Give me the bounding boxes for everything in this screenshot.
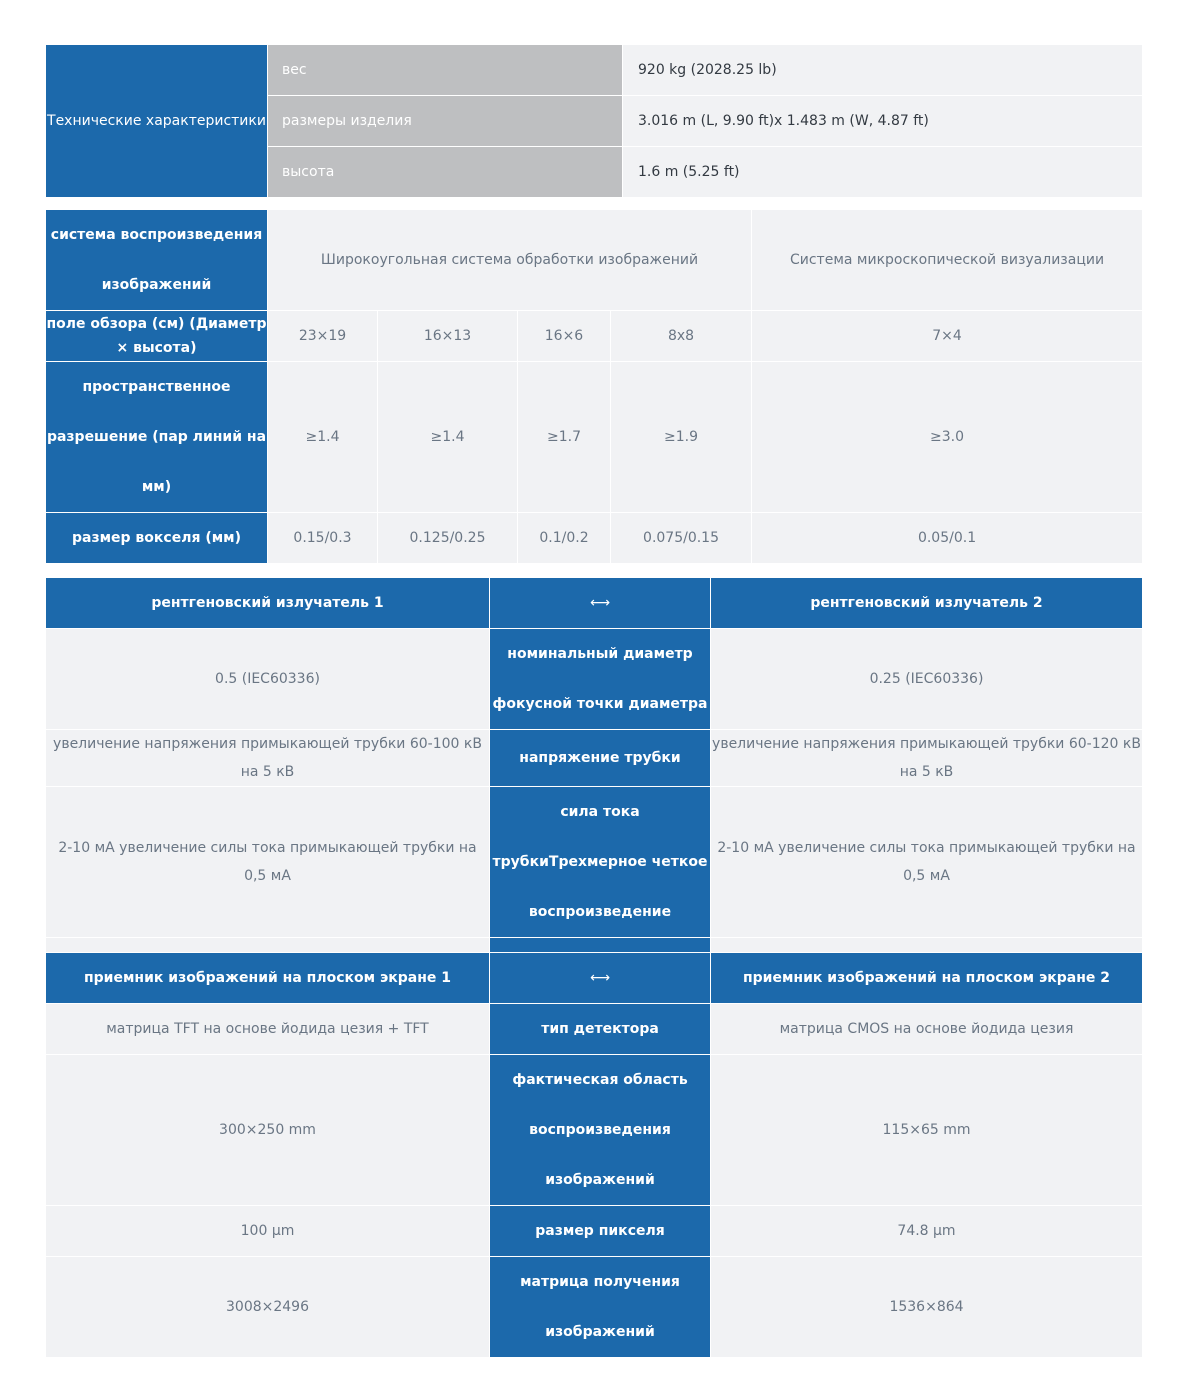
resolution-value: ≥1.4 (378, 362, 518, 513)
fov-value: 8x8 (611, 311, 752, 362)
table-row (46, 311, 1143, 362)
voxel-value: 0.05/0.1 (752, 513, 1143, 564)
xray-1-header: рентгеновский излучатель 1 (46, 578, 490, 629)
detector-param-label: матрица получения изображений (490, 1257, 711, 1358)
specs-table (45, 44, 1143, 198)
voxel-value: 0.075/0.15 (611, 513, 752, 564)
resolution-value: ≥1.7 (518, 362, 611, 513)
table-row (46, 629, 1143, 730)
detector-1-header: приемник изображений на плоском экране 1 (46, 953, 490, 1004)
detector-2-value: 74.8 μm (711, 1206, 1143, 1257)
voxel-value: 0.125/0.25 (378, 513, 518, 564)
table-row (46, 1206, 1143, 1257)
detector-2-value: 1536×864 (711, 1257, 1143, 1358)
voxel-label: размер вокселя (мм) (46, 513, 268, 564)
xray-param-label: напряжение трубки (490, 730, 711, 787)
fov-label: поле обзора (см) (Диаметр × высота) (46, 311, 268, 362)
fov-value: 23×19 (268, 311, 378, 362)
fov-value: 16×6 (518, 311, 611, 362)
xray-2-value: увеличение напряжения примыкающей трубки 60-120 кВ на 5 кВ (711, 730, 1143, 787)
table-row (46, 1257, 1143, 1358)
xray-2-value: 2-10 мА увеличение силы тока примыкающей трубки на 0,5 мА (711, 787, 1143, 938)
table-row (46, 953, 1143, 1004)
table-row (46, 513, 1143, 564)
spec-value: 3.016 m (L, 9.90 ft)x 1.483 m (W, 4.87 ft) (623, 96, 1143, 147)
detector-table (45, 952, 1143, 1358)
table-row (46, 787, 1143, 938)
xray-2-header: рентгеновский излучатель 2 (711, 578, 1143, 629)
double-arrow-icon: ⟷ (490, 578, 711, 629)
voxel-value: 0.15/0.3 (268, 513, 378, 564)
resolution-value: ≥3.0 (752, 362, 1143, 513)
micro-system: Система микроскопической визуализации (752, 210, 1143, 311)
detector-1-value: 3008×2496 (46, 1257, 490, 1358)
table-row (46, 210, 1143, 311)
detector-param-label: фактическая область воспроизведения изображений (490, 1055, 711, 1206)
system-label: система воспроизведения изображений (46, 210, 268, 311)
resolution-value: ≥1.9 (611, 362, 752, 513)
spec-value: 1.6 m (5.25 ft) (623, 147, 1143, 198)
spec-label: размеры изделия (268, 96, 623, 147)
table-row (46, 45, 1143, 96)
table-row (46, 1055, 1143, 1206)
table-row (46, 362, 1143, 513)
xray-table (45, 577, 1143, 989)
table-row (46, 578, 1143, 629)
resolution-label: пространственное разрешение (пар линий на мм) (46, 362, 268, 513)
detector-1-value: 100 μm (46, 1206, 490, 1257)
xray-param-label: сила тока трубкиТрехмерное четкое воспроизведение (490, 787, 711, 938)
specs-header: Технические характеристики (46, 45, 268, 198)
fov-value: 16×13 (378, 311, 518, 362)
detector-1-value: 300×250 mm (46, 1055, 490, 1206)
wide-angle-system: Широкоугольная система обработки изображений (268, 210, 752, 311)
spec-label: высота (268, 147, 623, 198)
detector-2-header: приемник изображений на плоском экране 2 (711, 953, 1143, 1004)
spec-value: 920 kg (2028.25 lb) (623, 45, 1143, 96)
detector-2-value: 115×65 mm (711, 1055, 1143, 1206)
xray-2-value: 0.25 (IEC60336) (711, 629, 1143, 730)
detector-param-label: тип детектора (490, 1004, 711, 1055)
detector-1-value: матрица TFT на основе йодида цезия + TFT (46, 1004, 490, 1055)
detector-2-value: матрица CMOS на основе йодида цезия (711, 1004, 1143, 1055)
double-arrow-icon: ⟷ (490, 953, 711, 1004)
spec-label: вес (268, 45, 623, 96)
detector-param-label: размер пикселя (490, 1206, 711, 1257)
table-row (46, 1004, 1143, 1055)
fov-value: 7×4 (752, 311, 1143, 362)
xray-param-label: номинальный диаметр фокусной точки диаметра (490, 629, 711, 730)
table-row (46, 730, 1143, 787)
xray-1-value: увеличение напряжения примыкающей трубки 60-100 кВ на 5 кВ (46, 730, 490, 787)
xray-1-value: 2-10 мА увеличение силы тока примыкающей трубки на 0,5 мА (46, 787, 490, 938)
xray-1-value: 0.5 (IEC60336) (46, 629, 490, 730)
imaging-table (45, 209, 1143, 564)
resolution-value: ≥1.4 (268, 362, 378, 513)
voxel-value: 0.1/0.2 (518, 513, 611, 564)
